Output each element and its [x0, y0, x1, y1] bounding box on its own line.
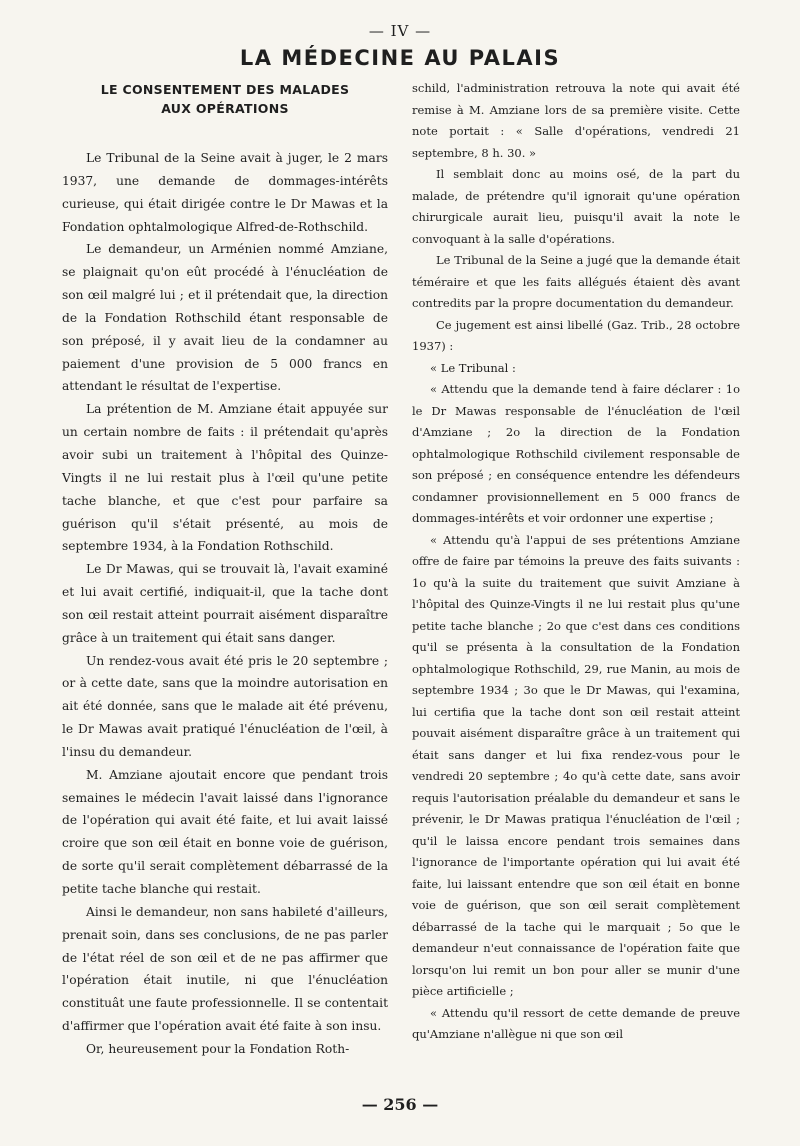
left-column [62, 78, 388, 1061]
paragraph: Or, heureusement pour la Fondation Roth- [86, 1041, 350, 1056]
paragraph: Le Tribunal de la Seine a jugé que la demande était téméraire et que les faits allégués étaient dès avant contredits par la propre documentation du demandeur. [412, 253, 740, 310]
paragraph: Un rendez-vous avait été pris le 20 septembre ; or à cette date, sans que la moindre autorisation en ait été donnée, sans que le malade ait été prévenu, le Dr Mawas avait pratiqué l'énucléation de l'œil, à l'insu du demandeur. [62, 653, 388, 759]
quote-paragraph: « Attendu qu'il ressort de cette demande de preuve qu'Amziane n'allègue ni que son œil [412, 1005, 740, 1041]
page-title: LA MÉDECINE AU PALAIS [239, 46, 561, 70]
paragraph: La prétention de M. Amziane était appuyée sur un certain nombre de faits : il prétendait qu'après avoir subi un traitement à l'hôpital des Quinze-Vingts il ne lui restait plus à l'œil qu'une petite tache blanche, et que c'est pour parfaire sa guérison qu'il s'était présenté, au mois de septembre 1934, à la Fondation Rothschild. [62, 402, 388, 554]
paragraph-continuation: schild, l'administration retrouva la note qui avait été remise à M. Amziane lors de sa première visite. Cette note portait : « Salle d'opérations, vendredi 21 septembre, 8 h. 30. » [412, 81, 740, 160]
page-marker: — IV — [368, 22, 432, 40]
section-title-line-1: LE CONSENTEMENT DES MALADES [100, 82, 350, 97]
quote-paragraph: « Le Tribunal : [430, 360, 516, 375]
paragraph: Ce jugement est ainsi libellé (Gaz. Trib., 28 octobre 1937) : [412, 317, 740, 353]
quote-paragraph: « Attendu que la demande tend à faire déclarer : 1o le Dr Mawas responsable de l'énucléation de l'œil d'Amziane ; 2o la direction de la Fondation ophtalmologique Rothschild civilement responsable de son préposé ; en conséquence entendre les défendeurs condamner provisionnellement en 5 000 francs de dommages-intérêts et voir ordonner une expertise ; [412, 382, 740, 525]
paragraph: M. Amziane ajoutait encore que pendant trois semaines le médecin l'avait laissé dans l'ignorance de l'opération qui avait été faite, et lui avait laissé croire que son œil était en bonne voie de guérison, de sorte qu'il serait complètement débarrassé de la petite tache blanche qui restait. [62, 767, 388, 896]
quote-paragraph: « Attendu qu'à l'appui de ses prétentions Amziane offre de faire par témoins la preuve des faits suivants : 1o qu'à la suite du traitement que suivit Amziane à l'hôpital des Quinze-Vingts il ne lui restait plus qu'une petite tache blanche ; 2o que c'est dans ces conditions qu'il se présenta à la consultation de la Fondation ophtalmologique Rothschild, 29, rue Manin, au mois de septembre 1934 ; 3o que le Dr Mawas, qui l'examina, lui certifia que la tache dont son œil restait atteint pouvait aisément disparaître grâce à un traitement qui était sans danger et lui fixa rendez-vous pour le vendredi 20 septembre ; 4o qu'à cette date, sans avoir requis l'autorisation préalable du demandeur et sans le prévenir, le Dr Mawas pratiqua l'énucléation de l'œil ; qu'il le laissa encore pendant trois semaines dans l'ignorance de l'importante opération qui lui avait été faite, lui laissant entendre que son œil était en bonne voie de guérison, que son œil serait complètement débarrassé de la tache qui le marquait ; 5o que le demandeur n'eut connaissance de l'opération faite que lorsqu'on lui remit un bon pour aller se munir d'une pièce artificielle ; [412, 532, 740, 998]
paragraph: Le Tribunal de la Seine avait à juger, le 2 mars 1937, une demande de dommages-intérêts curieuse, qui était dirigée contre le Dr Mawas et la Fondation ophtalmologique Alfred-de-Rothschild. [62, 151, 388, 234]
section-title [62, 80, 388, 118]
right-column [412, 78, 740, 1046]
page-number: — 256 — [361, 1095, 439, 1114]
paragraph: Le Dr Mawas, qui se trouvait là, l'avait examiné et lui avait certifié, indiquait-il, que la tache dont son œil restait atteint pourrait aisément disparaître grâce à un traitement qui était sans danger. [62, 562, 388, 645]
paragraph: Il semblait donc au moins osé, de la part du malade, de prétendre qu'il ignorait qu'une opération chirurgicale aurait lieu, puisqu'il avait la note le convoquant à la salle d'opérations. [412, 167, 740, 246]
section-title-line-2: AUX OPÉRATIONS [161, 101, 289, 116]
paragraph: Ainsi le demandeur, non sans habileté d'ailleurs, prenait soin, dans ses conclusions, de ne pas parler de l'état réel de son œil et de ne pas affirmer que l'opération était inutile, ni que l'énucléation constituât une faute professionnelle. Il se contentait d'affirmer que l'opération avait été faite à son insu. [62, 904, 388, 1034]
paragraph: Le demandeur, un Arménien nommé Amziane, se plaignait qu'on eût procédé à l'énucléation de son œil malgré lui ; et il prétendait que, la direction de la Fondation Rothschild étant responsable de son préposé, il y avait lieu de la condamner au paiement d'une provision de 5 000 francs en attendant le résultat de l'expertise. [62, 242, 388, 394]
